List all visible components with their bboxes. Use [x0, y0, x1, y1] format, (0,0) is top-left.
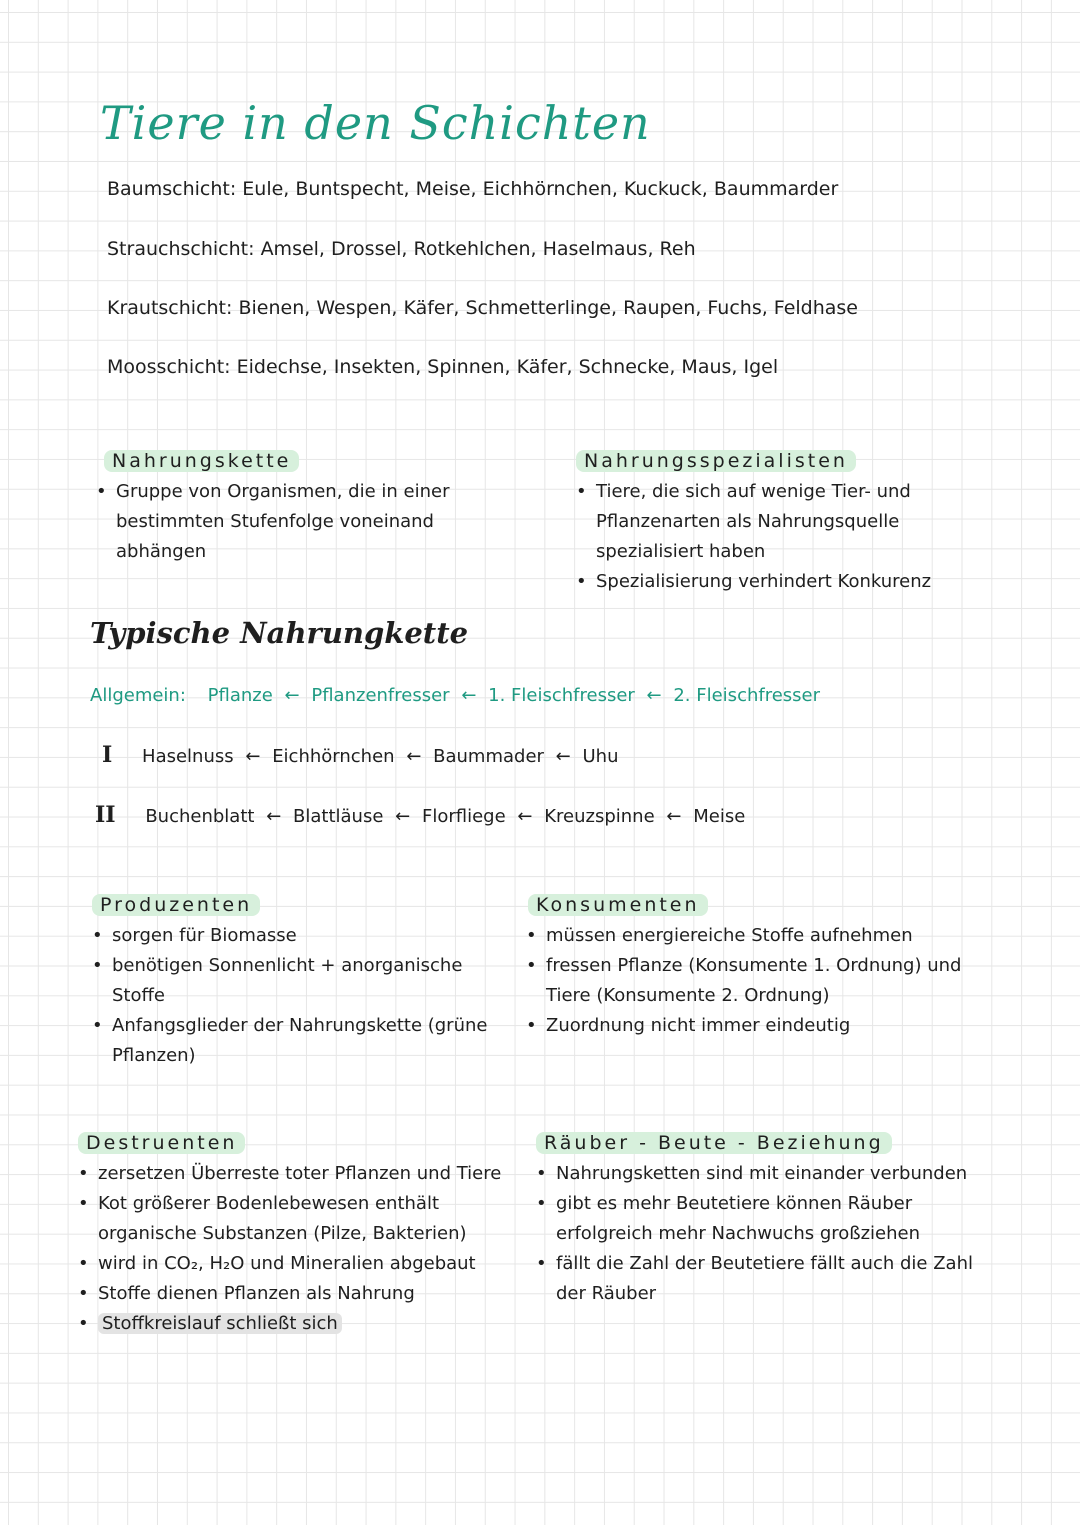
bullet-item: • müssen energiereiche Stoffe aufnehmen	[522, 921, 962, 951]
arrow-left-icon: ←	[461, 685, 477, 706]
layer-krautschicht	[107, 297, 858, 319]
chain-item: Meise	[693, 806, 746, 827]
layer-animals: Bienen, Wespen, Käfer, Schmetterlinge, Raupen, Fuchs, Feldhase	[238, 297, 859, 319]
arrow-left-icon: ←	[245, 746, 261, 767]
arrow-left-icon: ←	[555, 746, 571, 767]
typische-heading: Typische Nahrungkette	[90, 616, 469, 650]
chain-item: Kreuzspinne	[544, 806, 655, 827]
layer-name: Strauchschicht:	[107, 238, 255, 260]
section-nahrungskette	[92, 446, 512, 567]
bullet-item: • sorgen für Biomasse	[88, 921, 498, 951]
bullet-item: • Stoffe dienen Pflanzen als Nahrung	[74, 1279, 504, 1309]
section-produzenten	[88, 890, 498, 1071]
section-heading: Destruenten	[78, 1132, 245, 1154]
layer-strauchschicht	[107, 238, 696, 260]
layer-animals: Eule, Buntspecht, Meise, Eichhörnchen, Kuckuck, Baummarder	[242, 178, 839, 200]
layer-animals: Amsel, Drossel, Rotkehlchen, Haselmaus, Reh	[260, 238, 696, 260]
chain-item: 2. Fleischfresser	[673, 685, 821, 706]
bullet-item: • Nahrungsketten sind mit einander verbunden	[532, 1159, 992, 1189]
bullet-item: • Gruppe von Organismen, die in einer bestimmten Stufenfolge voneinand abhängen	[92, 477, 512, 567]
chain-item: Pflanzenfresser	[311, 685, 450, 706]
bullet-item: • fressen Pflanze (Konsumente 1. Ordnung) und Tiere (Konsumente 2. Ordnung)	[522, 951, 962, 1011]
layer-name: Krautschicht:	[107, 297, 233, 319]
chain-number: I	[102, 742, 113, 768]
chain-label: Allgemein:	[90, 685, 186, 706]
arrow-left-icon: ←	[395, 806, 411, 827]
arrow-left-icon: ←	[517, 806, 533, 827]
bullet-item: • Tiere, die sich auf wenige Tier- und Pflanzenarten als Nahrungsquelle spezialisiert haben	[572, 477, 972, 567]
chain-item: Haselnuss	[142, 746, 234, 767]
chain-allgemein	[90, 685, 820, 706]
section-heading: Räuber - Beute - Beziehung	[536, 1132, 892, 1154]
section-destruenten	[74, 1128, 504, 1339]
bullet-item: • benötigen Sonnenlicht + anorganische Stoffe	[88, 951, 498, 1011]
bullet-item	[74, 1309, 504, 1339]
section-heading: Nahrungsspezialisten	[576, 450, 856, 472]
page-title: Tiere in den Schichten	[100, 96, 651, 150]
bullet-item: • Kot größerer Bodenlebewesen enthält organische Substanzen (Pilze, Bakterien)	[74, 1189, 504, 1249]
bullet-item: • zersetzen Überreste toter Pflanzen und Tiere	[74, 1159, 504, 1189]
section-heading: Produzenten	[92, 894, 260, 916]
chain-number: II	[95, 802, 116, 828]
chain-1	[102, 742, 619, 768]
section-heading: Konsumenten	[528, 894, 708, 916]
section-raeuber-beute	[532, 1128, 992, 1309]
chain-item: Florfliege	[421, 806, 506, 827]
arrow-left-icon: ←	[666, 806, 682, 827]
layer-name: Baumschicht:	[107, 178, 237, 200]
layer-animals: Eidechse, Insekten, Spinnen, Käfer, Schnecke, Maus, Igel	[236, 356, 779, 378]
bullet-item: • wird in CO₂, H₂O und Mineralien abgebaut	[74, 1249, 504, 1279]
section-spezialisten	[572, 446, 972, 597]
bullet-item: • Zuordnung nicht immer eindeutig	[522, 1011, 962, 1041]
chain-item: Pflanze	[207, 685, 273, 706]
chain-item: Blattläuse	[293, 806, 384, 827]
chain-item: Buchenblatt	[145, 806, 255, 827]
bullet-item: • Anfangsglieder der Nahrungskette (grüne Pflanzen)	[88, 1011, 498, 1071]
chain-2	[95, 802, 745, 828]
bullet-item: • gibt es mehr Beutetiere können Räuber erfolgreich mehr Nachwuchs großziehen	[532, 1189, 992, 1249]
chain-item: Uhu	[582, 746, 619, 767]
arrow-left-icon: ←	[406, 746, 422, 767]
highlighted-text: Stoffkreislauf schließt sich	[98, 1313, 342, 1334]
layer-name: Moosschicht:	[107, 356, 231, 378]
chain-item: 1. Fleischfresser	[488, 685, 635, 706]
section-heading: Nahrungskette	[104, 450, 299, 472]
arrow-left-icon: ←	[284, 685, 300, 706]
arrow-left-icon: ←	[646, 685, 662, 706]
layer-moosschicht	[107, 356, 778, 378]
chain-item: Baummader	[433, 746, 544, 767]
bullet-item: • Spezialisierung verhindert Konkurenz	[572, 567, 972, 597]
arrow-left-icon: ←	[266, 806, 282, 827]
bullet-item: • fällt die Zahl der Beutetiere fällt auch die Zahl der Räuber	[532, 1249, 992, 1309]
layer-baumschicht	[107, 178, 838, 200]
chain-item: Eichhörnchen	[272, 746, 395, 767]
section-konsumenten	[522, 890, 962, 1041]
